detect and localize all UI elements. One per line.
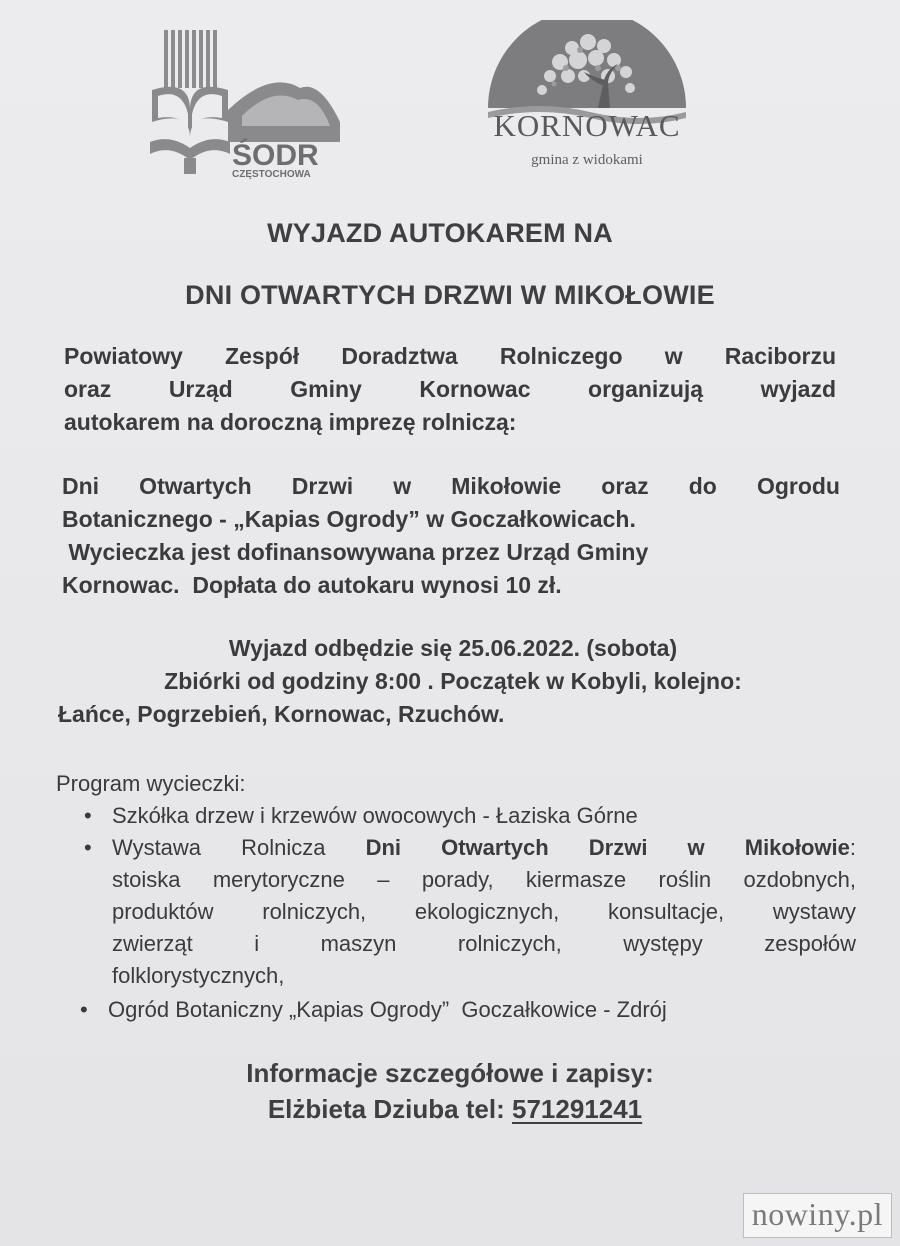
program-item-2-line: produktów rolniczych, ekologicznych, konsultacje, wystawy <box>112 899 856 924</box>
program-item-2-line: folklorystycznych, <box>112 963 285 988</box>
intro-paragraph <box>64 340 836 439</box>
program-item-2-line: stoiska merytoryczne – porady, kiermasze roślin ozdobnych, <box>112 867 856 892</box>
program-item-2-line: zwierząt i maszyn rolniczych, występy zespołów <box>112 931 856 956</box>
details-line: Botanicznego - „Kapias Ogrody” w Goczałkowicach. <box>62 506 636 532</box>
nowiny-watermark: nowiny.pl <box>743 1193 892 1238</box>
bullet-icon: • <box>80 997 88 1022</box>
intro-line: Powiatowy Zespół Doradztwa Rolniczego w Raciborzu <box>64 343 836 369</box>
program-list <box>56 800 856 1026</box>
program-item-3: Ogród Botaniczny „Kapias Ogrody” Goczałkowice - Zdrój <box>108 997 667 1022</box>
schedule-paragraph <box>58 632 848 731</box>
list-item: • Wystawa Rolnicza Dni Otwartych Drzwi w Mikołowie: stoiska merytoryczne – porady, kiermasze roślin ozdobnych, produktów rolniczych, ekologicznych, konsultacje, wystawy zwierząt i maszyn rolniczych, występy zespołów folklorystycznych, <box>56 832 856 992</box>
contact-phone: 571291241 <box>512 1094 643 1124</box>
list-item <box>56 994 856 1026</box>
intro-line: autokarem na doroczną imprezę rolniczą: <box>64 409 517 435</box>
schedule-date: Wyjazd odbędzie się 25.06.2022. (sobota) <box>228 635 678 661</box>
bullet-icon: • <box>84 835 92 860</box>
schedule-stops: Łańce, Pogrzebień, Kornowac, Rzuchów. <box>58 701 505 727</box>
program-title: Program wycieczki: <box>56 771 246 796</box>
details-paragraph <box>62 470 840 602</box>
contact-name: Elżbieta Dziuba tel: <box>267 1094 512 1124</box>
kornowac-logo-tagline: gmina z widokami <box>531 152 643 168</box>
details-line: Dni Otwartych Drzwi w Mikołowie oraz do Ogrodu <box>62 473 840 499</box>
schedule-meeting: Zbiórki od godziny 8:00 . Początek w Kobyli, kolejno: <box>164 668 742 694</box>
contact-heading: Informacje szczegółowe i zapisy: <box>246 1058 654 1088</box>
program-item-2-bold: Dni Otwartych Drzwi w Mikołowie <box>365 835 850 860</box>
kornowac-logo-name: KORNOWAC <box>493 108 681 143</box>
list-item <box>56 800 856 832</box>
details-line: Wycieczka jest dofinansowywana przez Urząd Gminy <box>62 539 649 565</box>
sodr-logo-sub: CZĘSTOCHOWA <box>232 169 311 180</box>
sodr-logo <box>150 30 342 180</box>
heading-line-1: WYJAZD AUTOKAREM NA <box>267 218 613 248</box>
sodr-logo-name: ŚODR <box>232 139 319 172</box>
bullet-icon: • <box>84 803 92 828</box>
details-line: Kornowac. Dopłata do autokaru wynosi 10 zł. <box>62 572 562 598</box>
intro-line: oraz Urząd Gminy Kornowac organizują wyjazd <box>64 376 836 402</box>
program-item-2-prefix: Wystawa Rolnicza <box>112 835 366 860</box>
program-item-1: Szkółka drzew i krzewów owocowych - Łaziska Górne <box>112 803 638 828</box>
contact-line <box>5 1094 900 1125</box>
program-section <box>56 768 856 1026</box>
heading-line-2: DNI OTWARTYCH DRZWI W MIKOŁOWIE <box>185 280 715 310</box>
